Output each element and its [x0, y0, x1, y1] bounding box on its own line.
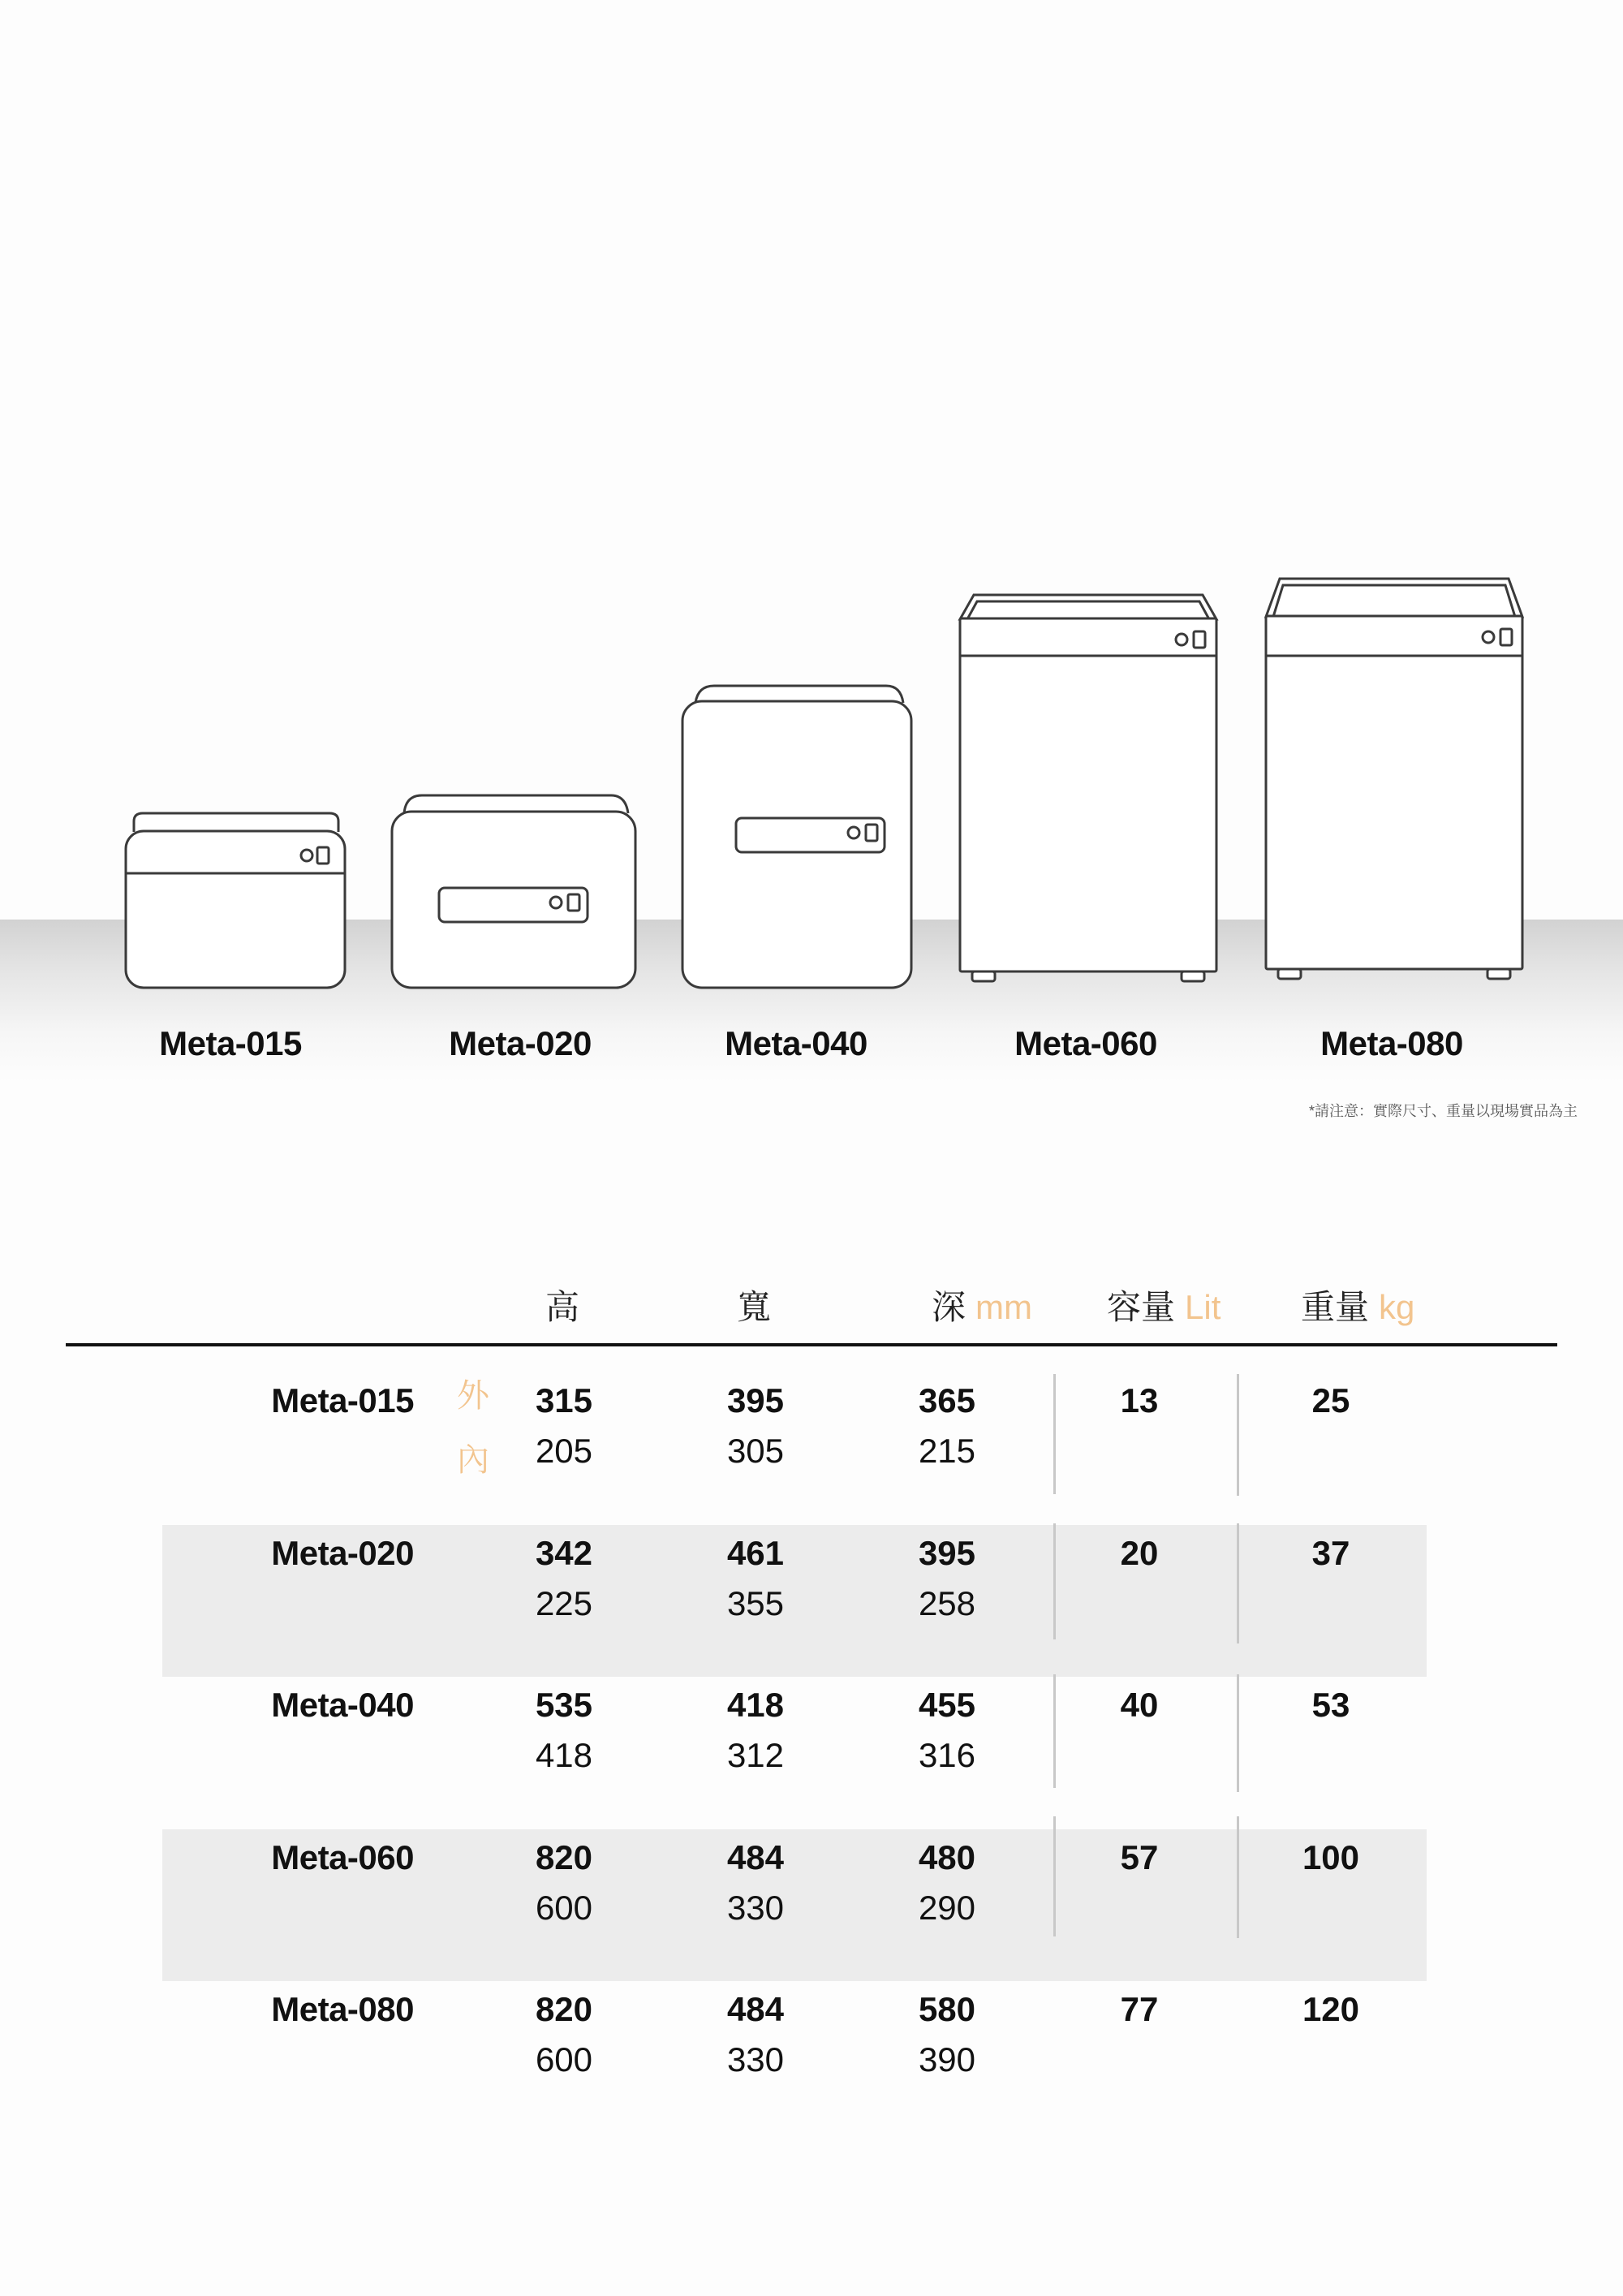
outer-depth: 455 [918, 1686, 976, 1724]
product-label-meta-060: Meta-060 [1014, 1024, 1157, 1062]
safe-meta-040-icon [682, 686, 911, 988]
column-separator [1053, 1816, 1056, 1936]
inner-width: 355 [726, 1584, 785, 1622]
safe-lineup-illustration [0, 0, 1623, 1023]
safe-meta-015-icon [126, 813, 345, 988]
outer-width: 418 [726, 1686, 785, 1724]
outer-width: 484 [726, 1990, 785, 2028]
row-model: Meta-080 [271, 1990, 414, 2028]
product-label-meta-020: Meta-020 [449, 1024, 592, 1062]
row-model: Meta-015 [271, 1381, 414, 1419]
capacity: 57 [1120, 1838, 1159, 1876]
column-separator [1237, 1816, 1239, 1938]
safe-meta-060-icon [960, 595, 1216, 981]
weight: 37 [1311, 1534, 1350, 1572]
capacity: 77 [1120, 1990, 1159, 2028]
inner-height: 418 [535, 1736, 593, 1774]
outer-depth: 365 [918, 1381, 976, 1419]
inner-depth: 258 [918, 1584, 976, 1622]
header-weight: 重量 kg [1301, 1288, 1415, 1326]
inner-height: 600 [535, 1889, 593, 1927]
inner-depth: 290 [918, 1889, 976, 1927]
capacity: 20 [1120, 1534, 1159, 1572]
product-label-meta-080: Meta-080 [1320, 1024, 1463, 1062]
outer-depth: 580 [918, 1990, 976, 2028]
row-model: Meta-060 [271, 1838, 414, 1876]
column-separator [1053, 1674, 1056, 1788]
header-capacity-unit: Lit [1185, 1288, 1221, 1326]
inner-width: 330 [726, 1889, 785, 1927]
product-label-meta-040: Meta-040 [725, 1024, 867, 1062]
inner-depth: 390 [918, 2040, 976, 2078]
row-model: Meta-040 [271, 1686, 414, 1724]
tag-outer: 外 [457, 1377, 489, 1415]
inner-width: 305 [726, 1432, 785, 1470]
header-width: 寬 [737, 1288, 772, 1326]
inner-height: 225 [535, 1584, 593, 1622]
column-separator [1053, 1374, 1056, 1494]
safe-meta-080-icon [1266, 579, 1522, 979]
product-label-meta-015: Meta-015 [159, 1024, 302, 1062]
inner-width: 330 [726, 2040, 785, 2078]
tag-inner: 內 [457, 1441, 489, 1479]
row-model: Meta-020 [271, 1534, 414, 1572]
header-depth: 深 mm [932, 1288, 1032, 1326]
header-height: 高 [545, 1288, 580, 1326]
safe-meta-020-icon [392, 795, 635, 988]
column-separator [1237, 1674, 1239, 1792]
weight: 53 [1311, 1686, 1350, 1724]
column-separator [1237, 1523, 1239, 1643]
outer-width: 395 [726, 1381, 785, 1419]
weight: 100 [1302, 1838, 1360, 1876]
outer-height: 820 [535, 1990, 593, 2028]
column-separator [1053, 1523, 1056, 1639]
header-capacity: 容量 Lit [1107, 1288, 1221, 1326]
outer-depth: 480 [918, 1838, 976, 1876]
inner-height: 205 [535, 1432, 593, 1470]
inner-depth: 316 [918, 1736, 976, 1774]
header-weight-unit: kg [1379, 1288, 1415, 1326]
inner-height: 600 [535, 2040, 593, 2078]
outer-height: 315 [535, 1381, 593, 1419]
header-depth-unit: mm [975, 1288, 1032, 1326]
weight: 120 [1302, 1990, 1360, 2028]
capacity: 40 [1120, 1686, 1159, 1724]
outer-depth: 395 [918, 1534, 976, 1572]
capacity: 13 [1120, 1381, 1159, 1419]
inner-depth: 215 [918, 1432, 976, 1470]
outer-height: 535 [535, 1686, 593, 1724]
header-divider [66, 1343, 1557, 1346]
inner-width: 312 [726, 1736, 785, 1774]
outer-width: 484 [726, 1838, 785, 1876]
column-separator [1237, 1374, 1239, 1496]
outer-height: 820 [535, 1838, 593, 1876]
disclaimer-note: *請注意：實際尺寸、重量以現場實品為主 [1308, 1103, 1578, 1119]
outer-width: 461 [726, 1534, 785, 1572]
outer-height: 342 [535, 1534, 593, 1572]
weight: 25 [1311, 1381, 1350, 1419]
